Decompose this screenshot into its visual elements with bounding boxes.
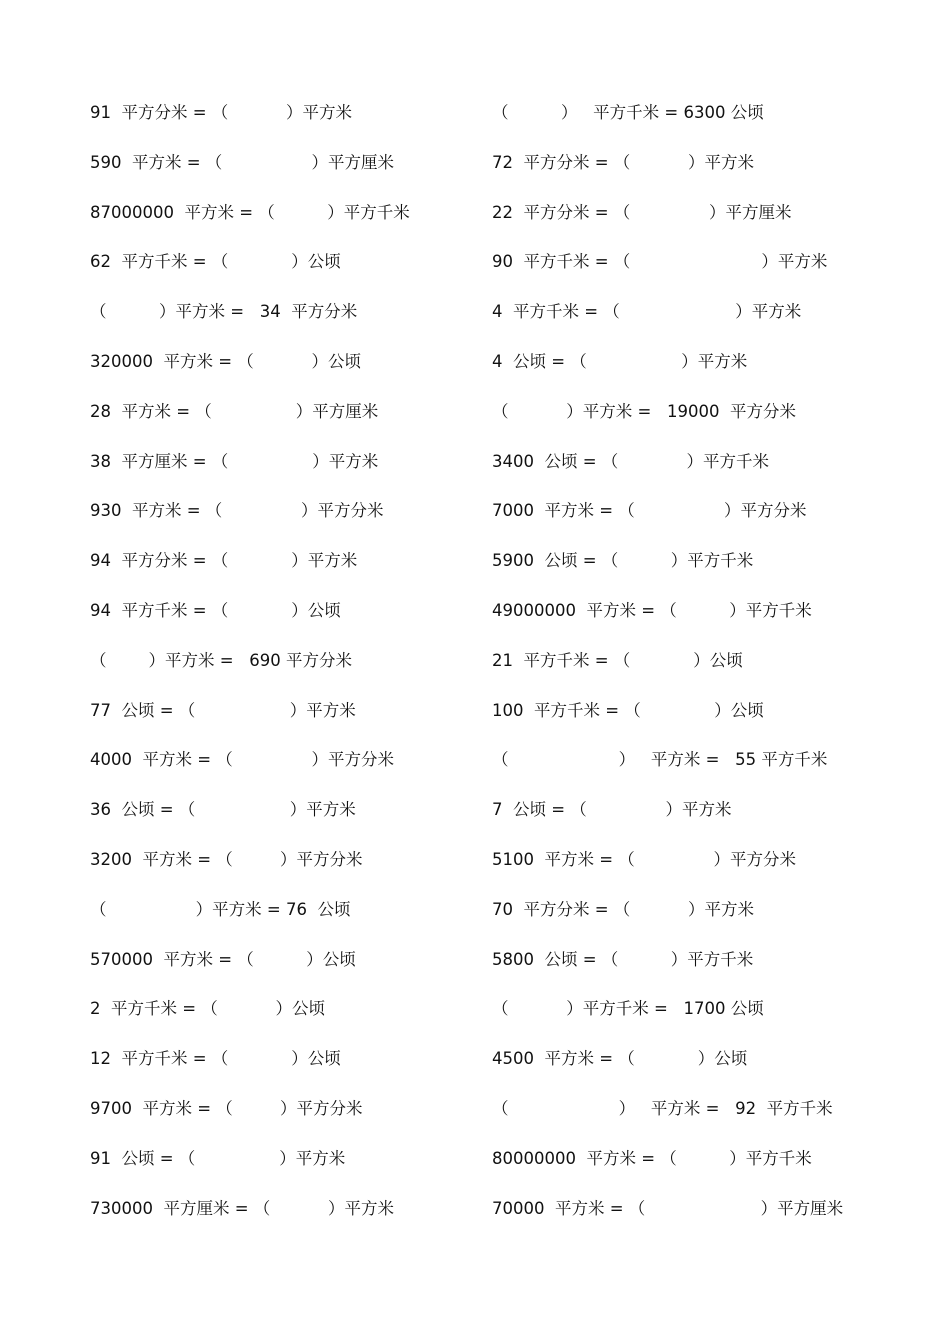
question-row: 90 平方千米 = （ ）平方米	[492, 252, 828, 272]
question-row: 3200 平方米 = （ ）平方分米	[90, 849, 363, 869]
question-row: 70000 平方米 = （ ）平方厘米	[492, 1198, 844, 1218]
question-row: 3400 公顷 = （ ）平方千米	[492, 451, 769, 471]
question-row: （ ） 平方米 = 92 平方千米	[492, 1098, 833, 1118]
question-row: 77 公顷 = （ ）平方米	[90, 700, 356, 720]
question-row: 91 平方分米 = （ ）平方米	[90, 103, 352, 122]
question-row: 49000000 平方米 = （ ）平方千米	[492, 600, 812, 620]
question-row: （ ）平方千米 = 1700 公顷	[492, 999, 764, 1019]
question-row: 70 平方分米 = （ ）平方米	[492, 899, 754, 919]
question-row: （ ） 平方米 = 55 平方千米	[492, 750, 828, 770]
question-row: （ ）平方米 = 34 平方分米	[90, 302, 358, 322]
question-row: 7000 平方米 = （ ）平方分米	[492, 501, 807, 521]
question-row: 320000 平方米 = （ ）公顷	[90, 351, 361, 371]
question-row: 80000000 平方米 = （ ）平方千米	[492, 1148, 812, 1168]
right-column	[492, 100, 912, 1245]
question-row: 930 平方米 = （ ）平方分米	[90, 501, 384, 521]
question-row: 12 平方千米 = （ ）公顷	[90, 1049, 341, 1069]
question-row: 730000 平方厘米 = （ ）平方米	[90, 1198, 394, 1218]
question-row: 570000 平方米 = （ ）公顷	[90, 949, 356, 969]
question-row: 590 平方米 = （ ）平方厘米	[90, 152, 394, 172]
question-row: 5900 公顷 = （ ）平方千米	[492, 551, 754, 571]
question-row: 5100 平方米 = （ ）平方分米	[492, 849, 796, 869]
left-column	[90, 100, 510, 1245]
question-row: 7 公顷 = （ ）平方米	[492, 800, 732, 820]
question-row: 87000000 平方米 = （ ）平方千米	[90, 202, 410, 222]
question-row: （ ） 平方千米 = 6300 公顷	[492, 103, 764, 122]
question-row: 28 平方米 = （ ）平方厘米	[90, 401, 379, 421]
question-row: 94 平方千米 = （ ）公顷	[90, 600, 341, 620]
question-row: 4 公顷 = （ ）平方米	[492, 351, 748, 371]
question-row: 91 公顷 = （ ）平方米	[90, 1148, 346, 1168]
question-row: 9700 平方米 = （ ）平方分米	[90, 1098, 363, 1118]
question-row: 21 平方千米 = （ ）公顷	[492, 650, 743, 670]
question-row: 4500 平方米 = （ ）公顷	[492, 1049, 748, 1069]
question-row: 4 平方千米 = （ ）平方米	[492, 302, 802, 322]
question-row: 72 平方分米 = （ ）平方米	[492, 152, 754, 172]
question-row: 4000 平方米 = （ ）平方分米	[90, 750, 394, 770]
question-row: 2 平方千米 = （ ）公顷	[90, 999, 325, 1019]
question-row: （ ）平方米 = 19000 平方分米	[492, 401, 796, 421]
question-row: 36 公顷 = （ ）平方米	[90, 800, 356, 820]
question-row: 38 平方厘米 = （ ）平方米	[90, 451, 379, 471]
question-row: 100 平方千米 = （ ）公顷	[492, 700, 764, 720]
question-row: 5800 公顷 = （ ）平方千米	[492, 949, 754, 969]
question-row: （ ）平方米 = 76 公顷	[90, 899, 351, 919]
question-row: 62 平方千米 = （ ）公顷	[90, 252, 341, 272]
question-row: 94 平方分米 = （ ）平方米	[90, 551, 358, 571]
question-row: （ ）平方米 = 690 平方分米	[90, 650, 353, 670]
question-row: 22 平方分米 = （ ）平方厘米	[492, 202, 792, 222]
